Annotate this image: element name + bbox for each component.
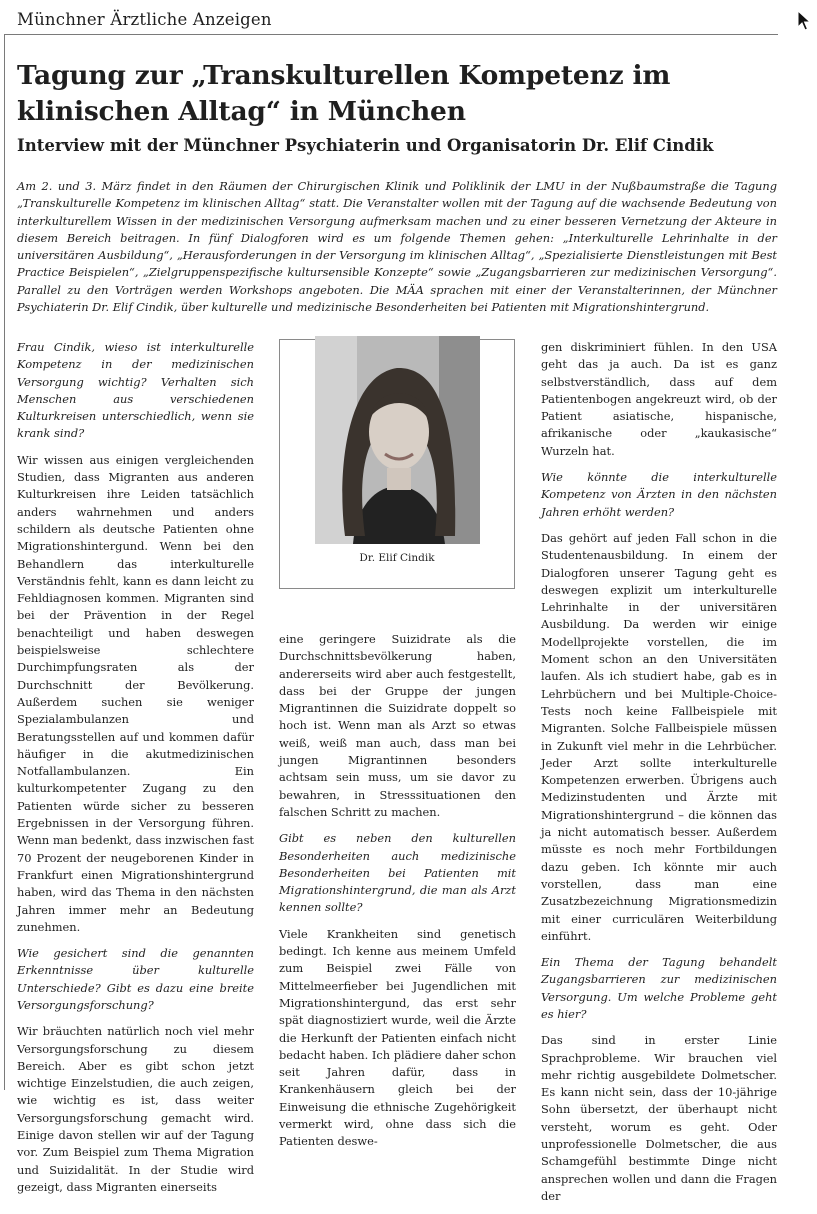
article-intro: Am 2. und 3. März findet in den Räumen der Chirurgischen Klinik und Poliklinik der LMU in der Nußbaumstraße die Tagung „Transkulturelle Kompetenz im klinischen Alltag“ statt. Die Veranstalter wollen mit der Tagung auf die wachsende Bedeutung von interkulturellem Wissen in der medizinischen Versorgung aufmerksam machen und zu einer besseren Vernetzung der Akteure in diesem Bereich beitragen. In fünf Dialogforen wird es um folgende Themen gehen: „Interkulturelle Lehrinhalte in der universitären Ausbildung“, „Herausforderungen in der Versorgung im klinischen Alltag“, „Spezialisierte Dienstleistungen mit Best Practice Beispielen“, „Zielgruppenspezifische kultursensible Konzepte“ sowie „Zugangsbarrieren zur medizinischen Versorgung“. Parallel zu den Vorträgen werden Workshops angeboten. Die MÄA sprachen mit einer der Veranstalterinnen, der Münchner Psychiaterin Dr. Elif Cindik, über kulturelle und medizinische Besonderheiten bei Patienten mit Migrationshintergrund. <box>17 179 777 315</box>
article-title: Tagung zur „Transkulturellen Kompetenz im klinischen Alltag“ in München <box>17 60 671 127</box>
header-rule <box>4 34 778 35</box>
interview-question: Gibt es neben den kulturellen Besonderheiten auch medizinische Besonderheiten bei Patienten mit Migrationshintergrund, die man als Arzt kennen sollte? <box>279 831 516 915</box>
text-column-2 <box>279 631 516 1160</box>
interview-question: Frau Cindik, wieso ist interkulturelle Kompetenz in der medizinischen Versorgung wichtig? Verhalten sich Menschen aus verschiedenen Kulturkreisen unterschiedlich, wenn sie krank sind? <box>17 340 254 441</box>
interview-question: Wie könnte die interkulturelle Kompetenz von Ärzten in den nächsten Jahren erhöht werden? <box>541 470 777 519</box>
interview-answer: Viele Krankheiten sind genetisch bedingt. Ich kenne aus meinem Umfeld zum Beispiel zwei Fälle von Mittelmeerfieber bei Jugendlichen mit Migrationshintergund, das erst sehr spät diagnostiziert wurde, weil die Ärzte die Herkunft der Patienten einfach nicht bedacht haben. Ich plädiere daher schon seit Jahren dafür, dass in Krankenhäusern gleich bei der Einweisung die ethnische Zugehörigkeit vermerkt wird, ohne dass sich die Patienten deswe- <box>279 926 516 1149</box>
interview-answer: Wir wissen aus einigen vergleichenden Studien, dass Migranten aus anderen Kulturkreisen ihre Leiden tatsächlich anders wahrnehmen und anders schildern als deutsche Patienten ohne Migrationshintergund. Wenn bei den Behandlern das interkulturelle Verständnis fehlt, kann es dann leicht zu Fehldiagnosen kommen. Migranten sind bei der Prävention in der Regel benachteiligt und haben deswegen beispielsweise schlechtere Durchimpfungsraten als der Durchschnitt der Bevölkerung. Außerdem suchen sie weniger Spezialambulanzen und Beratungsstellen auf und kommen dafür häufiger in die akutmedizinischen Notfallambulanzen. Ein kulturkompetenter Zugang zu den Patienten würde sicher zu besseren Ergebnissen in der Versorgung führen. Wenn man bedenkt, dass inzwischen fast 70 Prozent der neugeborenen Kinder in Frankfurt einen Migrationshintergrund haben, wird das Thema in den nächsten Jahren immer mehr an Bedeutung zunehmen. <box>17 452 254 934</box>
article-subtitle: Interview mit der Münchner Psychiaterin und Organisatorin Dr. Elif Cindik <box>17 136 714 155</box>
portrait-photo <box>315 336 480 544</box>
interview-answer: gen diskriminiert fühlen. In den USA geht das ja auch. Da ist es ganz selbstverständlich, dass auf dem Patientenbogen angekreuzt wird, ob der Patient asiatische, hispanische, afrikanische oder „kaukasische“ Wurzeln hat. <box>541 340 777 458</box>
photo-caption: Dr. Elif Cindik <box>359 552 435 564</box>
interview-answer: Das gehört auf jeden Fall schon in die Studentenausbildung. In einem der Dialogforen unserer Tagung geht es deswegen explizit um interkulturelle Lehrinhalte in der universitären Ausbildung. Da werden wir einige Modellprojekte vorstellen, die im Moment schon an den Universitäten laufen. Als ich studiert habe, gab es in Lehrbüchern und bei Multiple-Choice-Tests noch keine Fallbeispiele mit Migranten. Solche Fallbeispiele müssen in Zukunft viel mehr in die Lehrbücher. Jeder Arzt sollte interkulturelle Kompetenzen erwerben. Übrigens auch Medizinstudenten und Ärzte mit Migrationshintergrund – die können das ja nicht automatisch besser. Außerdem müsste es noch mehr Fortbildungen dazu geben. Ich könnte mir auch vorstellen, dass man eine Zusatzbezeichnung Migrationsmedizin mit einer curriculären Weiterbildung einführt. <box>541 530 777 943</box>
left-rule <box>4 34 5 1090</box>
interview-answer: Wir bräuchten natürlich noch viel mehr Versorgungsforschung zu diesem Bereich. Aber es gibt schon jetzt wichtige Einzelstudien, die auch zeigen, wie wichtig es ist, dass weiter Versorgungsforschung gemacht wird. Einige davon stellen wir auf der Tagung vor. Zum Beispiel zum Thema Migration und Suizidalität. In der Studie wird gezeigt, dass Migranten einerseits <box>17 1024 254 1194</box>
publication-name: Münchner Ärztliche Anzeigen <box>17 10 272 29</box>
interview-answer: eine geringere Suizidrate als die Durchschnittsbevölkerung haben, andererseits wird aber auch festgestellt, dass bei der Gruppe der jungen Migrantinnen die Suizidrate doppelt so hoch ist. Wenn man als Arzt so etwas weiß, weiß man auch, dass man bei jungen Migrantinnen besonders achtsam sein muss, um sie davor zu bewahren, in Stresssituationen den falschen Schritt zu machen. <box>279 632 516 819</box>
interview-answer: Das sind in erster Linie Sprachprobleme. Wir brauchen viel mehr richtig ausgebildete Dolmetscher. Es kann nicht sein, dass der 10-jährige Sohn übersetzt, der überhaupt nicht versteht, worum es geht. Oder unprofessionelle Dolmetscher, die aus Schamgefühl bestimmte Dinge nicht ansprechen wollen und dann die Fragen der <box>541 1033 777 1203</box>
portrait-figure <box>279 339 515 589</box>
interview-question: Wie gesichert sind die genannten Erkenntnisse über kulturelle Unterschiede? Gibt es dazu eine breite Versorgungsforschung? <box>17 946 254 1012</box>
mouse-pointer-icon <box>797 10 811 32</box>
interview-question: Ein Thema der Tagung behandelt Zugangsbarrieren zur medizinischen Versorgung. Um welche Probleme geht es hier? <box>541 955 777 1021</box>
text-column-3 <box>541 339 777 1214</box>
text-column-1 <box>17 339 254 1205</box>
